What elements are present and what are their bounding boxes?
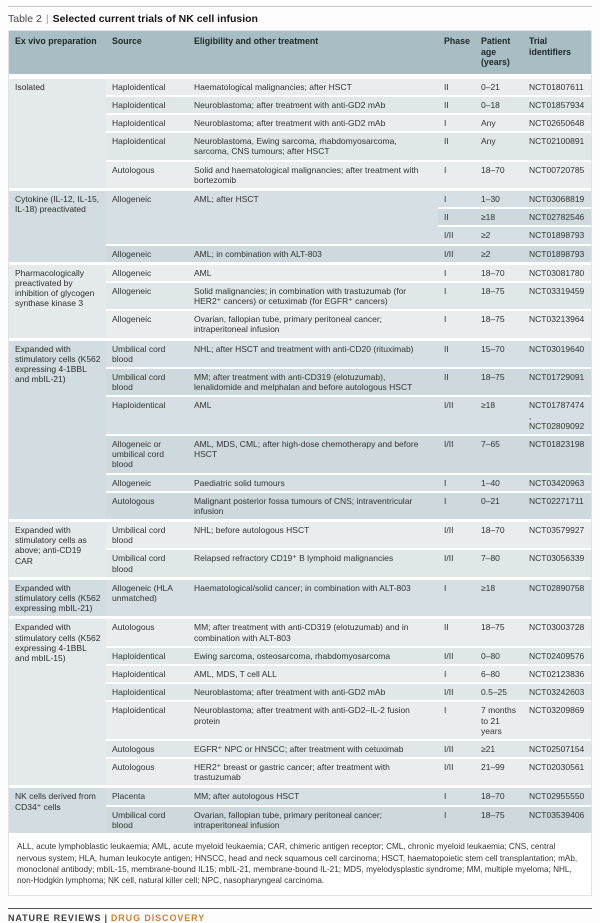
cell-preparation: Expanded with stimulatory cells as above; anti-CD19 CAR [9, 519, 106, 577]
table-body [9, 76, 591, 833]
cell-phase: I/II [438, 395, 475, 434]
cell-trial-id: NCT02955550 [523, 785, 591, 804]
cell-trial-id: NCT03209869 [523, 700, 591, 739]
column-header-phase: Phase [438, 31, 475, 76]
cell-phase: I [438, 785, 475, 804]
cell-age: 0–21 [475, 491, 523, 519]
cell-trial-id: NCT02123836 [523, 664, 591, 682]
cell-phase: I/II [438, 739, 475, 757]
cell-age: 18–75 [475, 367, 523, 395]
cell-source: Umbilical cord blood [106, 805, 188, 833]
table-row [9, 785, 591, 804]
column-header-trial-id: Trial identifiers [523, 31, 591, 76]
cell-source: Allogeneic (HLA unmatched) [106, 577, 188, 617]
cell-trial-id: NCT03539406 [523, 805, 591, 833]
cell-phase: I/II [438, 244, 475, 262]
cell-source: Allogeneic or umbilical cord blood [106, 434, 188, 473]
cell-trial-id: NCT01823198 [523, 434, 591, 473]
column-header-source: Source [106, 31, 188, 76]
table-title [8, 11, 592, 30]
cell-age: 18–70 [475, 262, 523, 281]
cell-age: ≥18 [475, 207, 523, 225]
cell-source: Allogeneic [106, 281, 188, 309]
cell-trial-id: NCT02890758 [523, 577, 591, 617]
cell-age: ≥21 [475, 739, 523, 757]
cell-age: 18–70 [475, 160, 523, 188]
cell-source: Umbilical cord blood [106, 519, 188, 548]
cell-eligibility: MM; after autologous HSCT [188, 785, 438, 804]
cell-age: 7–80 [475, 548, 523, 576]
cell-phase: I [438, 281, 475, 309]
cell-phase: II [438, 338, 475, 367]
cell-phase: I/II [438, 646, 475, 664]
cell-source: Autologous [106, 757, 188, 785]
cell-trial-id: NCT02030561 [523, 757, 591, 785]
trials-table [9, 31, 591, 833]
cell-eligibility: Neuroblastoma; after treatment with anti-GD2 mAb [188, 95, 438, 113]
cell-trial-id: NCT01807611 [523, 76, 591, 95]
cell-phase: I/II [438, 682, 475, 700]
cell-source: Haploidentical [106, 131, 188, 159]
cell-source: Umbilical cord blood [106, 367, 188, 395]
cell-trial-id: NCT03056339 [523, 548, 591, 576]
cell-eligibility: NHL; after HSCT and treatment with anti-CD20 (rituximab) [188, 338, 438, 367]
table-row [9, 616, 591, 645]
cell-phase: I [438, 188, 475, 207]
cell-phase: I [438, 262, 475, 281]
cell-phase: II [438, 131, 475, 159]
cell-trial-id: NCT02650648 [523, 113, 591, 131]
cell-trial-id: NCT01857934 [523, 95, 591, 113]
journal-footer [8, 908, 592, 923]
title-separator: | [45, 13, 49, 25]
cell-preparation: Isolated [9, 76, 106, 188]
cell-source: Autologous [106, 616, 188, 645]
cell-phase: I [438, 160, 475, 188]
cell-preparation: Expanded with stimulatory cells (K562 expressing 4-1BBL and mbIL-15) [9, 616, 106, 785]
cell-phase: I [438, 577, 475, 617]
cell-eligibility: Haematological/solid cancer; in combination with ALT-803 [188, 577, 438, 617]
cell-source: Placenta [106, 785, 188, 804]
cell-age: 18–75 [475, 805, 523, 833]
cell-age: 18–75 [475, 309, 523, 337]
top-rule [8, 6, 592, 7]
cell-age: 0–21 [475, 76, 523, 95]
table-row [9, 76, 591, 95]
cell-trial-id: NCT01898793 [523, 225, 591, 243]
cell-eligibility: AML; in combination with ALT-803 [188, 244, 438, 262]
column-header-preparation: Ex vivo preparation [9, 31, 106, 76]
cell-age: 21–99 [475, 757, 523, 785]
cell-age: ≥2 [475, 244, 523, 262]
cell-phase: II [438, 367, 475, 395]
cell-eligibility: Relapsed refractory CD19⁺ B lymphoid malignancies [188, 548, 438, 576]
cell-source: Autologous [106, 739, 188, 757]
cell-trial-id: NCT02409576 [523, 646, 591, 664]
cell-phase: II [438, 95, 475, 113]
cell-age: 18–70 [475, 519, 523, 548]
cell-eligibility: HER2⁺ breast or gastric cancer; after treatment with trastuzumab [188, 757, 438, 785]
cell-eligibility: Neuroblastoma; after treatment with anti-GD2 mAb [188, 682, 438, 700]
cell-eligibility: Neuroblastoma, Ewing sarcoma, rhabdomyosarcoma, sarcoma, CNS tumours; after HSCT [188, 131, 438, 159]
cell-phase: I/II [438, 757, 475, 785]
cell-trial-id: NCT01787474, NCT02809092 [523, 395, 591, 434]
cell-eligibility: Paediatric solid tumours [188, 473, 438, 491]
cell-phase: I/II [438, 434, 475, 473]
cell-eligibility: Ewing sarcoma, osteosarcoma, rhabdomyosarcoma [188, 646, 438, 664]
cell-trial-id: NCT02271711 [523, 491, 591, 519]
cell-preparation: Expanded with stimulatory cells (K562 expressing mbIL-21) [9, 577, 106, 617]
column-header-eligibility: Eligibility and other treatment [188, 31, 438, 76]
cell-source: Autologous [106, 160, 188, 188]
cell-source: Haploidentical [106, 664, 188, 682]
cell-phase: I [438, 700, 475, 739]
cell-source: Allogeneic [106, 262, 188, 281]
table-row [9, 188, 591, 207]
cell-preparation: Cytokine (IL-12, IL-15, IL-18) preactivated [9, 188, 106, 262]
cell-source: Umbilical cord blood [106, 338, 188, 367]
cell-eligibility: Malignant posterior fossa tumours of CNS; intraventricular infusion [188, 491, 438, 519]
cell-trial-id: NCT03213964 [523, 309, 591, 337]
cell-phase: II [438, 616, 475, 645]
cell-phase: I [438, 113, 475, 131]
cell-source: Haploidentical [106, 113, 188, 131]
cell-age: 18–75 [475, 616, 523, 645]
cell-source: Allogeneic [106, 188, 188, 244]
cell-source: Haploidentical [106, 682, 188, 700]
cell-trial-id: NCT02100891 [523, 131, 591, 159]
cell-eligibility: EGFR⁺ NPC or HNSCC; after treatment with cetuximab [188, 739, 438, 757]
cell-source: Umbilical cord blood [106, 548, 188, 576]
cell-source: Autologous [106, 491, 188, 519]
cell-eligibility: Neuroblastoma; after treatment with anti-GD2 mAb [188, 113, 438, 131]
cell-age: Any [475, 131, 523, 159]
cell-age: 18–75 [475, 281, 523, 309]
cell-age: ≥18 [475, 577, 523, 617]
table-container [8, 30, 592, 896]
cell-phase: I [438, 664, 475, 682]
cell-eligibility: AML, MDS, T cell ALL [188, 664, 438, 682]
cell-age: 0–80 [475, 646, 523, 664]
cell-trial-id: NCT03242603 [523, 682, 591, 700]
cell-trial-id: NCT03003728 [523, 616, 591, 645]
cell-trial-id: NCT03068819 [523, 188, 591, 207]
cell-age: 6–80 [475, 664, 523, 682]
cell-trial-id: NCT03019640 [523, 338, 591, 367]
cell-trial-id: NCT03420963 [523, 473, 591, 491]
cell-eligibility: MM; after treatment with anti-CD319 (elotuzumab) and in combination with ALT-803 [188, 616, 438, 645]
cell-age: 1–40 [475, 473, 523, 491]
cell-phase: I [438, 491, 475, 519]
cell-preparation: NK cells derived from CD34⁺ cells [9, 785, 106, 833]
cell-age: 15–70 [475, 338, 523, 367]
cell-eligibility: Ovarian, fallopian tube, primary peritoneal cancer; intraperitoneal infusion [188, 309, 438, 337]
cell-eligibility: Neuroblastoma; after treatment with anti-GD2–IL-2 fusion protein [188, 700, 438, 739]
cell-eligibility: AML, MDS, CML; after high-dose chemotherapy and before HSCT [188, 434, 438, 473]
footer-separator: | [104, 912, 108, 923]
cell-age: 18–70 [475, 785, 523, 804]
cell-source: Haploidentical [106, 395, 188, 434]
table-row [9, 519, 591, 548]
cell-phase: I [438, 805, 475, 833]
cell-age: ≥18 [475, 395, 523, 434]
cell-source: Allogeneic [106, 244, 188, 262]
journal-section: DRUG DISCOVERY [110, 912, 206, 923]
cell-age: Any [475, 113, 523, 131]
cell-phase: I [438, 309, 475, 337]
table-row [9, 262, 591, 281]
cell-age: 7–65 [475, 434, 523, 473]
cell-age: 1–30 [475, 188, 523, 207]
cell-eligibility: MM; after treatment with anti-CD319 (elotuzumab), lenalidomide and melphalan and before autologous HSCT [188, 367, 438, 395]
table-title-text: Selected current trials of NK cell infusion [52, 13, 258, 25]
cell-phase: I/II [438, 548, 475, 576]
cell-eligibility: AML [188, 395, 438, 434]
table-footnote: ALL, acute lymphoblastic leukaemia; AML, acute myeloid leukaemia; CAR, chimeric antigen receptor; CML, chronic myeloid leukaemia; CNS, central nervous system; HLA, human leukocyte antigen; HNSCC, head and neck squamous cell carcinoma; HSCT, haematopoietic stem cell transplantation; mAb, monoclonal antibody; mbIL-15, membrane-bound IL15; mbIL-21, membrane-bound IL-21; MDS, myelodysplastic syndrome; MM, multiple myeloma; NHL, non-Hodgkin lymphoma; NK cell, natural killer cell; NPC, nasopharyngeal carcinoma. [9, 833, 591, 895]
cell-preparation: Expanded with stimulatory cells (K562 expressing 4-1BBL and mbIL-21) [9, 338, 106, 519]
cell-trial-id: NCT00720785 [523, 160, 591, 188]
cell-trial-id: NCT02507154 [523, 739, 591, 757]
cell-preparation: Pharmacologically preactivated by inhibition of glycogen synthase kinase 3 [9, 262, 106, 338]
cell-eligibility: Ovarian, fallopian tube, primary peritoneal cancer; intraperitoneal infusion [188, 805, 438, 833]
cell-trial-id: NCT03579927 [523, 519, 591, 548]
cell-age: 7 months to 21 years [475, 700, 523, 739]
cell-eligibility: Haematological malignancies; after HSCT [188, 76, 438, 95]
header-row [9, 31, 591, 76]
cell-eligibility: NHL; before autologous HSCT [188, 519, 438, 548]
table-row [9, 577, 591, 617]
cell-source: Allogeneic [106, 473, 188, 491]
column-header-age: Patient age (years) [475, 31, 523, 76]
cell-source: Haploidentical [106, 646, 188, 664]
cell-age: 0.5–25 [475, 682, 523, 700]
cell-eligibility: Solid malignancies; in combination with trastuzumab (for HER2⁺ cancers) or cetuximab (for EGFR⁺ cancers) [188, 281, 438, 309]
table-row [9, 338, 591, 367]
cell-phase: II [438, 207, 475, 225]
cell-source: Allogeneic [106, 309, 188, 337]
cell-trial-id: NCT01729091 [523, 367, 591, 395]
table-number: Table 2 [8, 13, 42, 25]
cell-trial-id: NCT01898793 [523, 244, 591, 262]
cell-trial-id: NCT03081780 [523, 262, 591, 281]
cell-phase: I [438, 473, 475, 491]
cell-eligibility: AML; after HSCT [188, 188, 438, 244]
cell-phase: II [438, 76, 475, 95]
cell-source: Haploidentical [106, 700, 188, 739]
cell-phase: I/II [438, 519, 475, 548]
cell-phase: I/II [438, 225, 475, 243]
cell-source: Haploidentical [106, 95, 188, 113]
cell-age: ≥2 [475, 225, 523, 243]
cell-trial-id: NCT03319459 [523, 281, 591, 309]
cell-eligibility: Solid and haematological malignancies; after treatment with bortezomib [188, 160, 438, 188]
cell-trial-id: NCT02782546 [523, 207, 591, 225]
cell-eligibility: AML [188, 262, 438, 281]
cell-age: 0–18 [475, 95, 523, 113]
cell-source: Haploidentical [106, 76, 188, 95]
journal-name: NATURE REVIEWS [8, 912, 102, 923]
